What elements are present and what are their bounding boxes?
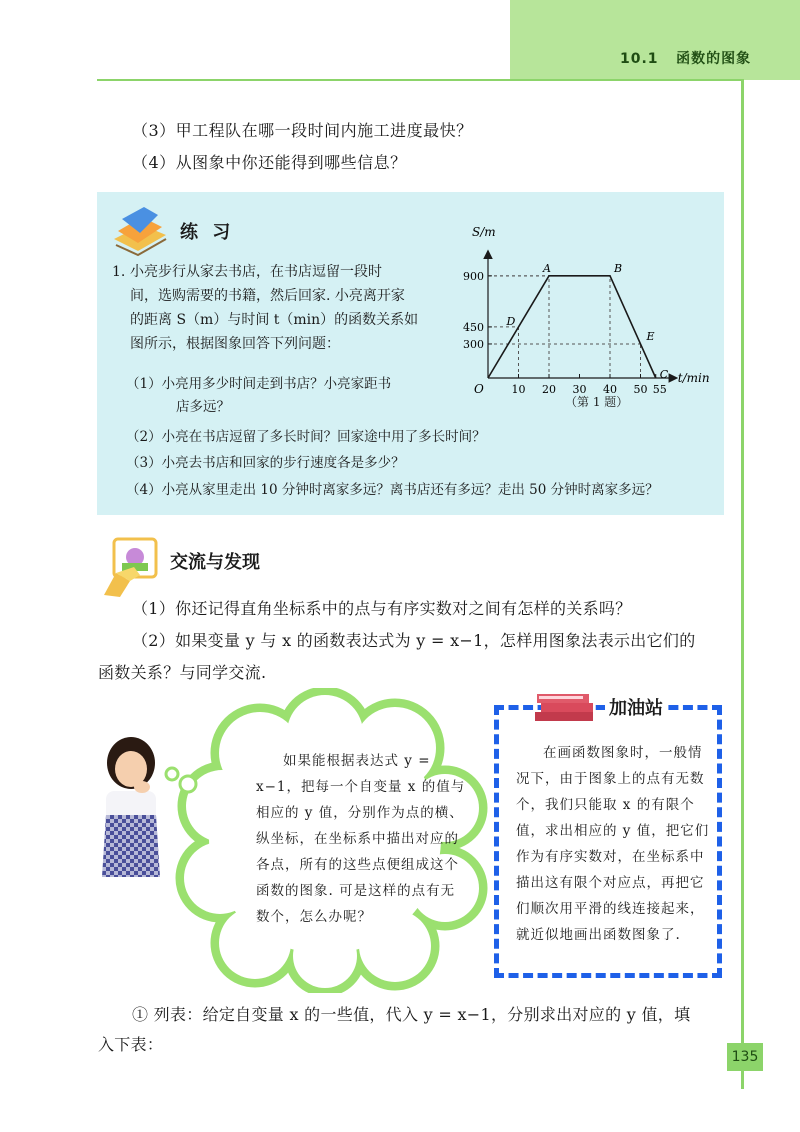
x-tick-label: 30 xyxy=(572,383,587,396)
origin-label: O xyxy=(474,382,484,396)
book-icon xyxy=(108,205,170,257)
point-label-c: C xyxy=(659,368,669,381)
exercise-number: 1. xyxy=(112,264,126,280)
header-rule xyxy=(97,79,742,81)
point-label-d: D xyxy=(506,314,516,328)
x-tick-label: 20 xyxy=(542,383,556,396)
question-3: （3）甲工程队在哪一段时间内施工进度最快？ xyxy=(132,121,473,140)
discussion-icon xyxy=(100,537,160,599)
section-number: 10.1 xyxy=(620,51,659,67)
tip-box-title: 加油站 xyxy=(605,694,667,720)
figure-caption: （第 1 题） xyxy=(565,395,629,409)
page-number: 135 xyxy=(727,1043,763,1071)
girl-illustration xyxy=(98,735,164,880)
exercise-line: 小亮步行从家去书店，在书店逗留一段时 xyxy=(130,264,382,280)
exercise-line: 图所示，根据图象回答下列问题： xyxy=(130,336,340,352)
section-header xyxy=(620,48,751,68)
distance-time-graph xyxy=(455,220,725,420)
y-axis-label: S/m xyxy=(472,225,496,239)
header-tab xyxy=(510,0,800,80)
point-label-e: E xyxy=(646,329,655,343)
x-tick-label: 50 xyxy=(633,383,648,396)
x-tick-label: 40 xyxy=(603,383,617,396)
x-tick-label: 10 xyxy=(511,383,526,396)
y-tick-label: 300 xyxy=(463,337,484,351)
books-icon xyxy=(533,688,599,724)
question-4: （4）从图象中你还能得到哪些信息？ xyxy=(132,153,407,172)
sub-question-1-cont: 店多远？ xyxy=(176,399,230,415)
discussion-line-3: 函数关系？与同学交流. xyxy=(98,663,267,682)
x-tick-label: 55 xyxy=(652,383,667,396)
discussion-line-2: （2）如果变量 y 与 x 的函数表达式为 y = x−1，怎样用图象法表示出它们的 xyxy=(132,631,696,650)
sub-question-2: （2）小亮在书店逗留了多长时间？回家途中用了多长时间？ xyxy=(126,429,486,445)
exercise-line: 间，选购需要的书籍，然后回家. 小亮离开家 xyxy=(130,288,405,304)
point-label-a: A xyxy=(543,261,551,275)
section-title: 函数的图象 xyxy=(676,51,752,67)
y-tick-label: 900 xyxy=(463,269,484,283)
step-1-line-2: 入下表： xyxy=(98,1035,164,1054)
step-1-line-1: ① 列表：给定自变量 x 的一些值，代入 y = x−1，分别求出对应的 y 值，填 xyxy=(132,1005,691,1024)
sub-question-1: （1）小亮用多少时间走到书店？小亮家距书 xyxy=(126,376,392,392)
sub-question-3: （3）小亮去书店和回家的步行速度各是多少？ xyxy=(126,455,405,471)
y-tick-label: 450 xyxy=(463,320,484,334)
exercise-1 xyxy=(112,260,452,356)
practice-title: 练 习 xyxy=(180,222,235,243)
x-axis-label: t/min xyxy=(677,371,710,385)
sub-question-4: （4）小亮从家里走出 10 分钟时离家多远？离书店还有多远？走出 50 分钟时离家多远？ xyxy=(126,482,659,498)
side-rule xyxy=(741,79,744,1089)
thought-cloud-text: 如果能根据表达式 y = x−1，把每一个自变量 x 的值与相应的 y 值，分别作为点的横、纵坐标，在坐标系中描出对应的各点，所有的这些点便组成这个函数的图象. 可是这样的点有无数个，怎么办呢？ xyxy=(256,753,466,925)
discussion-line-1: （1）你还记得直角坐标系中的点与有序实数对之间有怎样的关系吗？ xyxy=(132,599,632,618)
discussion-title: 交流与发现 xyxy=(170,552,260,573)
tip-box-text: 在画函数图象时，一般情况下，由于图象上的点有无数个，我们只能取 x 的有限个值，求出相应的 y 值，把它们作为有序实数对，在坐标系中描出这有限个对应点，再把它们顺次用平滑的线连接起来，就近似地画出函数图象了. xyxy=(516,745,710,943)
point-label-b: B xyxy=(614,261,623,275)
exercise-line: 的距离 S（m）与时间 t（min）的函数关系如 xyxy=(130,312,419,328)
